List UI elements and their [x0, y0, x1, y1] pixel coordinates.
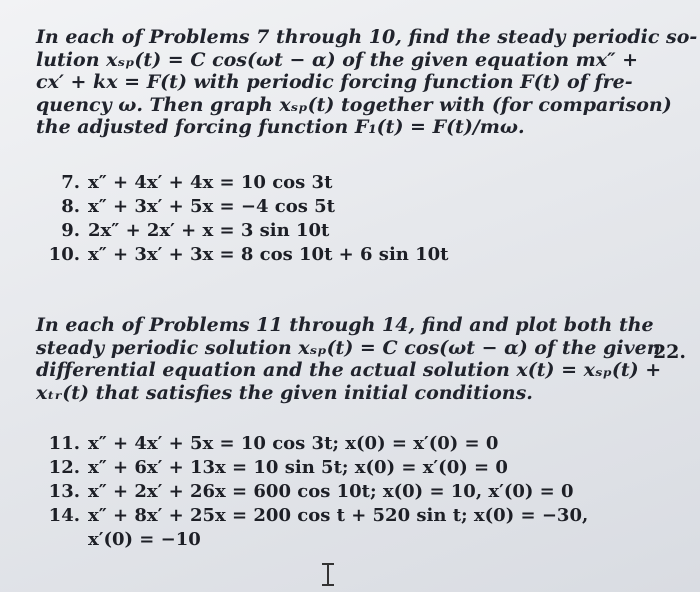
- instruction-line: steady periodic solution xₛₚ(t) = C cos(ωt − α) of the given: [36, 336, 661, 359]
- instruction-line: the adjusted forcing function F₁(t) = F(t)/mω.: [36, 116, 525, 138]
- problem-equation-continuation: x′(0) = −10: [88, 529, 201, 550]
- problems-7-10-list: [40, 171, 449, 267]
- problems-11-14-instructions: [36, 314, 662, 404]
- instruction-line: quency ω. Then graph xₛₚ(t) together with (for comparison): [36, 93, 672, 116]
- text-cursor-icon: [320, 563, 336, 587]
- problem-equation: x″ + 3x′ + 3x = 8 cos 10t + 6 sin 10t: [88, 244, 449, 265]
- problem-item: [40, 432, 588, 456]
- problem-equation: x″ + 6x′ + 13x = 10 sin 5t; x(0) = x′(0) = 0: [88, 457, 508, 478]
- problems-11-14-list: [40, 432, 588, 552]
- instruction-line: lution xₛₚ(t) = C cos(ωt − α) of the given equation mx″ +: [36, 48, 639, 71]
- problem-number: 10.: [48, 244, 80, 265]
- problem-number: 11.: [48, 433, 80, 454]
- problems-7-10-instructions: [36, 26, 698, 139]
- problem-equation: x″ + 2x′ + 26x = 600 cos 10t; x(0) = 10, x′(0) = 0: [88, 481, 574, 502]
- instruction-line: xₜᵣ(t) that satisfies the given initial conditions.: [36, 381, 533, 404]
- problem-equation: x″ + 3x′ + 5x = −4 cos 5t: [88, 196, 335, 217]
- problem-item: [40, 243, 449, 267]
- problem-number: 12.: [48, 457, 80, 478]
- problem-equation: 2x″ + 2x′ + x = 3 sin 10t: [88, 220, 330, 241]
- problem-item: [40, 456, 588, 480]
- problem-item: [40, 504, 588, 552]
- problem-equation: x″ + 4x′ + 4x = 10 cos 3t: [88, 172, 333, 193]
- problem-item: [40, 171, 449, 195]
- adjacent-column-problem-number: 22.: [652, 341, 686, 363]
- problem-item: [40, 480, 588, 504]
- instruction-line: In each of Problems 7 through 10, find the steady periodic so-: [36, 26, 698, 48]
- problem-number: 13.: [48, 481, 80, 502]
- problem-number: 9.: [61, 220, 80, 241]
- problem-number: 8.: [61, 196, 80, 217]
- problem-item: [40, 219, 449, 243]
- instruction-line: differential equation and the actual solution x(t) = xₛₚ(t) +: [36, 359, 662, 381]
- problem-equation: x″ + 4x′ + 5x = 10 cos 3t; x(0) = x′(0) = 0: [88, 433, 499, 454]
- problem-number: 14.: [48, 505, 80, 526]
- problem-number: 7.: [61, 172, 80, 193]
- instruction-line: cx′ + kx = F(t) with periodic forcing function F(t) of fre-: [36, 71, 633, 93]
- problem-item: [40, 195, 449, 219]
- problem-equation: x″ + 8x′ + 25x = 200 cos t + 520 sin t; x(0) = −30,: [88, 505, 589, 526]
- instruction-line: In each of Problems 11 through 14, find and plot both the: [36, 314, 654, 336]
